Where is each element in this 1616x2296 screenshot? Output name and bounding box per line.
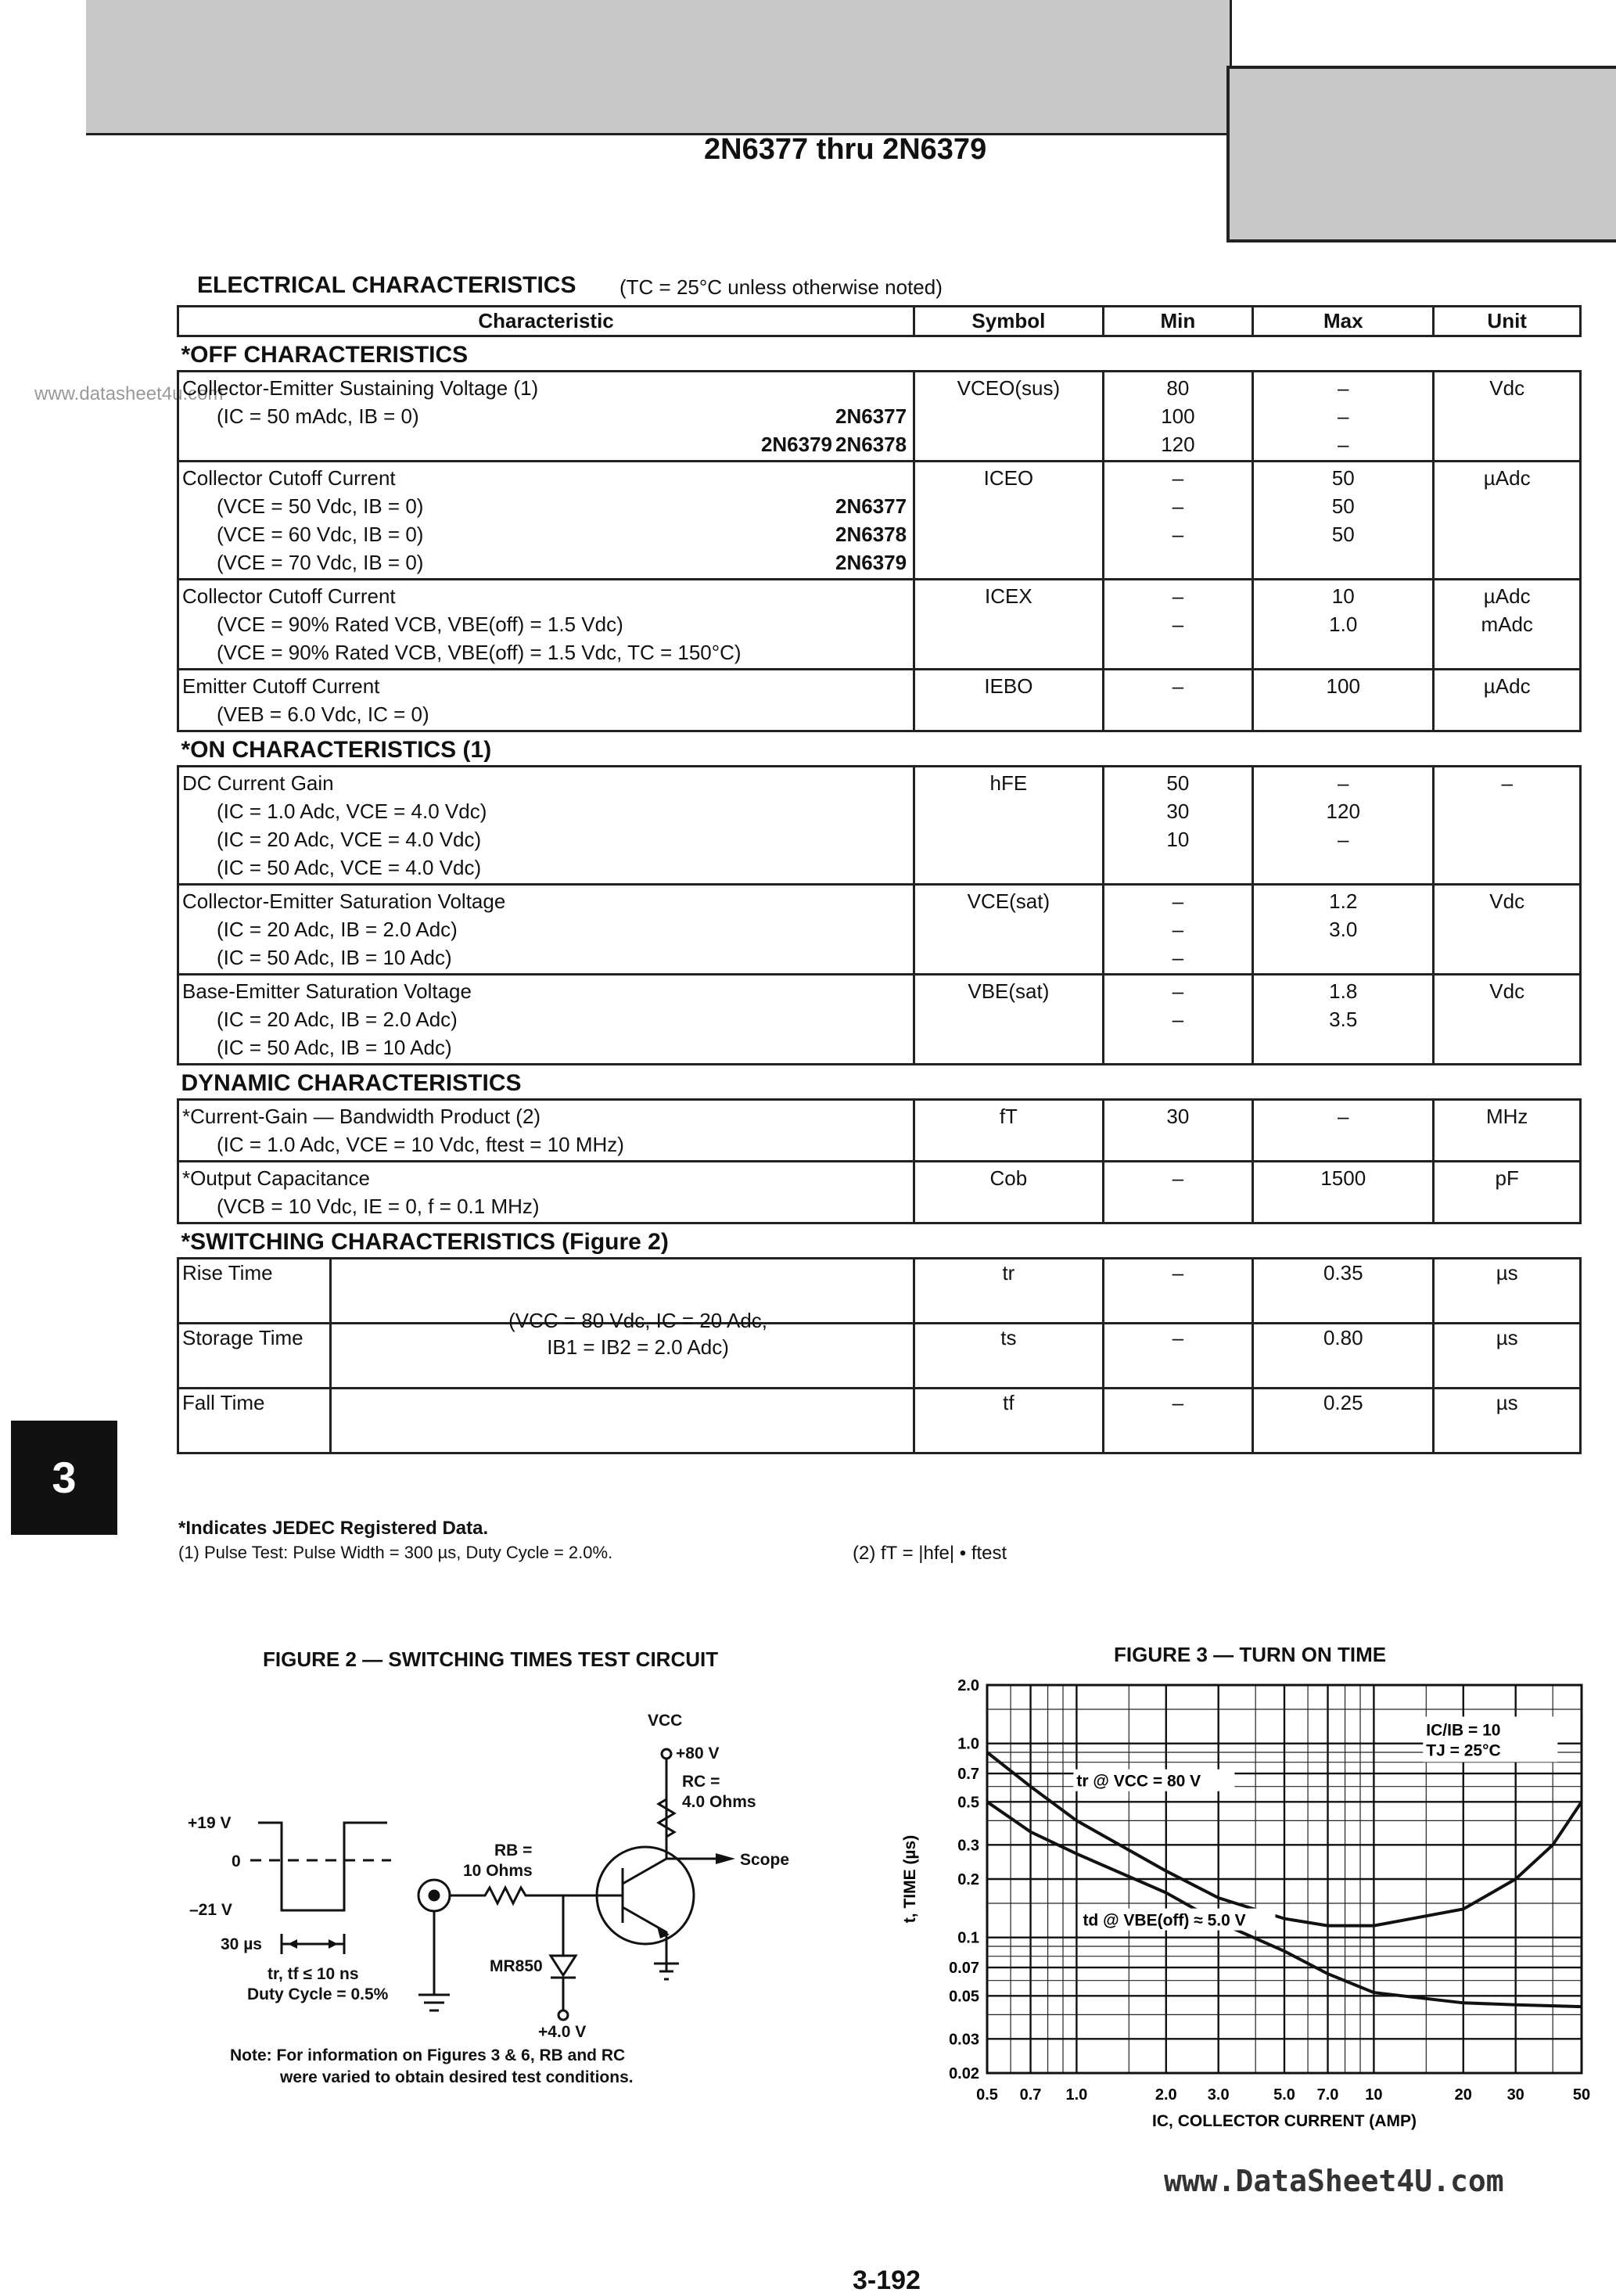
min-cell-value: – (1172, 584, 1184, 608)
table-row (178, 670, 1581, 731)
condition-text: Collector-Emitter Saturation Voltage (182, 889, 506, 913)
min-cell (1103, 580, 1252, 670)
symbol: VCEO(sus) (957, 376, 1061, 400)
symbol-cell (914, 885, 1104, 975)
symbol: ICEO (983, 466, 1034, 490)
y-tick-label: 1.0 (957, 1735, 979, 1753)
min-cell-value: 30 (1166, 1105, 1190, 1128)
section-condition: (TC = 25°C unless otherwise noted) (619, 275, 943, 299)
switching-unit: µs (1434, 1324, 1581, 1389)
unit-cell (1434, 580, 1581, 670)
device-label: 2N6378 (835, 433, 907, 456)
condition-text: DC Current Gain (182, 771, 334, 795)
on-characteristic (178, 885, 914, 975)
dynamic-characteristic (178, 1100, 914, 1162)
table-row (178, 462, 1581, 580)
annotation: TJ = 25°C (1426, 1741, 1501, 1760)
header-min: Min (1103, 307, 1252, 336)
min-cell-value: – (1172, 674, 1184, 698)
label-vcc: VCC (648, 1712, 683, 1730)
max-cell (1253, 885, 1434, 975)
unit-cell (1434, 767, 1581, 885)
min-cell-value: – (1172, 466, 1184, 490)
max-cell-value: 3.0 (1329, 918, 1358, 941)
min-cell (1103, 767, 1252, 885)
min-cell-value: 30 (1166, 799, 1190, 823)
label-v-zero: 0 (232, 1852, 241, 1870)
note-jedec: *Indicates JEDEC Registered Data. (178, 1518, 489, 1539)
group-off (178, 336, 1581, 372)
note-1: (1) Pulse Test: Pulse Width = 300 µs, Duty Cycle = 2.0%. (178, 1543, 613, 1562)
figure2-note-1: Note: For information on Figures 3 & 6, RB and RC (230, 2046, 626, 2064)
table-row (178, 1162, 1581, 1223)
table-row (178, 885, 1581, 975)
unit-cell-value: Vdc (1489, 979, 1525, 1003)
min-cell (1103, 1100, 1252, 1162)
device-label: 2N6377 (835, 404, 907, 428)
label-rise-fall: tr, tf ≤ 10 ns (268, 1965, 359, 1983)
min-cell (1103, 670, 1252, 731)
header-band (86, 0, 1232, 135)
group-switching (178, 1223, 1581, 1259)
max-cell (1253, 975, 1434, 1065)
header-unit: Unit (1434, 307, 1581, 336)
section-title: ELECTRICAL CHARACTERISTICS (197, 272, 576, 298)
min-cell-value: – (1172, 889, 1184, 913)
symbol-cell (914, 372, 1104, 462)
max-cell (1253, 1162, 1434, 1223)
min-cell-value: – (1172, 918, 1184, 941)
off-characteristic (178, 670, 914, 731)
condition-text: (VCE = 70 Vdc, IB = 0) (217, 551, 424, 574)
min-cell-value: 50 (1166, 771, 1190, 795)
max-cell (1253, 580, 1434, 670)
switching-max: 0.80 (1253, 1324, 1434, 1389)
watermark-left: www.datasheet4u.com (34, 383, 224, 404)
off-characteristic (178, 372, 914, 462)
max-cell-value: – (1338, 433, 1349, 456)
min-cell-value: – (1172, 979, 1184, 1003)
label-v-low: –21 V (189, 1901, 232, 1919)
condition-text: (IC = 20 Adc, IB = 2.0 Adc) (217, 1008, 458, 1031)
condition-text: Collector Cutoff Current (182, 466, 396, 490)
header-box (1226, 66, 1616, 243)
min-cell-value: – (1172, 613, 1184, 636)
label-duty: Duty Cycle = 0.5% (247, 1985, 389, 2003)
x-tick-label: 0.7 (1019, 2086, 1042, 2104)
condition-text: (IC = 20 Adc, VCE = 4.0 Vdc) (217, 828, 482, 851)
max-cell (1253, 1100, 1434, 1162)
figure2-circuit (156, 1705, 845, 2097)
symbol-cell (914, 462, 1104, 580)
unit-cell-value: µAdc (1483, 466, 1531, 490)
x-axis-label: IC, COLLECTOR CURRENT (AMP) (1152, 2112, 1417, 2130)
header-characteristic: Characteristic (178, 307, 914, 336)
annotation: IC/IB = 10 (1426, 1721, 1501, 1740)
switching-symbol: tr (914, 1259, 1104, 1324)
figure2-title: FIGURE 2 — SWITCHING TIMES TEST CIRCUIT (263, 1647, 719, 1671)
min-cell (1103, 975, 1252, 1065)
condition-text: *Output Capacitance (182, 1166, 370, 1190)
symbol-cell (914, 767, 1104, 885)
label-rb: RB = (494, 1841, 533, 1859)
min-cell-value: – (1172, 1166, 1184, 1190)
symbol: hFE (989, 771, 1028, 795)
max-cell (1253, 462, 1434, 580)
series-label: td @ VBE(off) ≈ 5.0 V (1083, 1911, 1246, 1930)
input-pulse-waveform (258, 1823, 387, 1910)
max-cell-value: 50 (1331, 523, 1355, 546)
group-switching-label: *SWITCHING CHARACTERISTICS (Figure 2) (178, 1223, 1581, 1259)
label-diode: MR850 (490, 1957, 543, 1975)
table-row (178, 580, 1581, 670)
off-characteristic (178, 580, 914, 670)
switching-unit: µs (1434, 1389, 1581, 1453)
max-cell-value: – (1338, 404, 1349, 428)
symbol: IEBO (984, 674, 1033, 698)
label-v-high: +19 V (188, 1814, 232, 1832)
group-dynamic (178, 1065, 1581, 1100)
condition-text: Base-Emitter Saturation Voltage (182, 979, 472, 1003)
x-tick-label: 5.0 (1273, 2086, 1295, 2104)
header-symbol: Symbol (914, 307, 1104, 336)
unit-cell-value: mAdc (1481, 613, 1533, 636)
y-tick-label: 0.07 (949, 1960, 979, 1978)
min-cell (1103, 462, 1252, 580)
table-row (178, 767, 1581, 885)
note-2: (2) fT = |hfe| • ftest (853, 1543, 1007, 1564)
unit-cell-value: MHz (1485, 1105, 1528, 1128)
unit-cell (1434, 1100, 1581, 1162)
y-tick-label: 0.2 (957, 1871, 979, 1888)
label-rb-val: 10 Ohms (463, 1862, 533, 1880)
x-tick-label: 50 (1572, 2086, 1591, 2104)
series-label: tr @ VCC = 80 V (1076, 1772, 1201, 1791)
symbol: ICEX (985, 584, 1032, 608)
unit-cell-value: Vdc (1489, 376, 1525, 400)
y-tick-label: 0.05 (949, 1988, 979, 2006)
min-cell-value: – (1172, 523, 1184, 546)
section-tab: 3 (11, 1421, 117, 1535)
max-cell-value: – (1338, 771, 1349, 795)
max-cell-value: 50 (1331, 494, 1355, 518)
table-row (178, 975, 1581, 1065)
max-cell (1253, 670, 1434, 731)
condition-text: (IC = 50 Adc, VCE = 4.0 Vdc) (217, 856, 482, 879)
symbol: Cob (989, 1166, 1028, 1190)
y-tick-label: 0.03 (949, 2031, 979, 2049)
dynamic-characteristic (178, 1162, 914, 1223)
condition-text: *Current-Gain — Bandwidth Product (2) (182, 1105, 541, 1128)
unit-cell-value: – (1501, 771, 1513, 795)
emitter-arrow (657, 1927, 670, 1938)
switching-char-cell (178, 1389, 914, 1453)
device-label: 2N6377 (835, 494, 907, 518)
device-label: 2N6379 (835, 551, 907, 574)
table-row (178, 1100, 1581, 1162)
unit-cell (1434, 372, 1581, 462)
y-tick-label: 0.02 (949, 2065, 979, 2082)
max-cell (1253, 372, 1434, 462)
group-off-label: *OFF CHARACTERISTICS (178, 336, 1581, 372)
on-characteristic (178, 767, 914, 885)
min-cell-value: 100 (1161, 404, 1195, 428)
figure3-title: FIGURE 3 — TURN ON TIME (1114, 1643, 1387, 1666)
condition-text: (IC = 1.0 Adc, VCE = 4.0 Vdc) (217, 799, 487, 823)
switching-char-cell (178, 1309, 914, 1389)
label-bias: +4.0 V (538, 2023, 587, 2041)
min-cell-value: 80 (1166, 376, 1190, 400)
figure2-note-2: were varied to obtain desired test conditions. (280, 2068, 634, 2086)
figure3-chart (892, 1666, 1596, 2151)
label-pulse-width: 30 µs (221, 1935, 262, 1953)
switching-min: – (1103, 1324, 1252, 1389)
max-cell-value: 10 (1331, 584, 1355, 608)
condition-text: (VCE = 50 Vdc, IB = 0) (217, 494, 424, 518)
max-cell-value: 120 (1326, 799, 1360, 823)
group-dynamic-label: DYNAMIC CHARACTERISTICS (178, 1065, 1581, 1100)
max-cell (1253, 767, 1434, 885)
switching-max: 0.35 (1253, 1259, 1434, 1324)
header-max: Max (1253, 307, 1434, 336)
condition-text: (IC = 20 Adc, IB = 2.0 Adc) (217, 918, 458, 941)
switching-name: Storage Time (179, 1324, 332, 1387)
label-vcc-val: +80 V (676, 1744, 720, 1762)
min-cell (1103, 1162, 1252, 1223)
condition-text: (IC = 50 Adc, IB = 10 Adc) (217, 1036, 452, 1059)
condition-text: (VCE = 90% Rated VCB, VBE(off) = 1.5 Vdc) (217, 613, 623, 636)
device-label: 2N6379 (760, 433, 833, 456)
min-cell-value: – (1172, 494, 1184, 518)
symbol-cell (914, 1100, 1104, 1162)
unit-cell (1434, 1162, 1581, 1223)
device-label: 2N6378 (835, 523, 907, 546)
electrical-table (177, 305, 1582, 1454)
unit-cell (1434, 975, 1581, 1065)
y-axis-label: t, TIME (µs) (901, 1834, 919, 1924)
off-characteristic (178, 462, 914, 580)
x-tick-label: 1.0 (1065, 2086, 1088, 2104)
y-tick-label: 0.5 (957, 1794, 979, 1812)
switching-min: – (1103, 1259, 1252, 1324)
unit-cell (1434, 462, 1581, 580)
switching-condition: (VCC = 80 Vdc, IC = 20 Adc, (508, 1309, 768, 1332)
condition-text: Emitter Cutoff Current (182, 674, 380, 698)
x-tick-label: 0.5 (976, 2086, 998, 2104)
table-row (178, 372, 1581, 462)
switching-name: Fall Time (179, 1389, 332, 1452)
y-tick-label: 0.7 (957, 1766, 979, 1784)
x-tick-label: 7.0 (1316, 2086, 1339, 2104)
on-characteristic (178, 975, 914, 1065)
group-on (178, 731, 1581, 767)
max-cell-value: – (1338, 1105, 1349, 1128)
min-cell (1103, 885, 1252, 975)
table-header (178, 307, 1581, 336)
min-cell (1103, 372, 1252, 462)
condition-text: (VCB = 10 Vdc, IE = 0, f = 0.1 MHz) (217, 1195, 540, 1218)
switching-row (178, 1389, 1581, 1453)
x-tick-label: 20 (1454, 2086, 1472, 2104)
part-title: 2N6377 thru 2N6379 (704, 133, 987, 166)
x-tick-label: 3.0 (1207, 2086, 1230, 2104)
symbol: fT (999, 1105, 1018, 1128)
unit-cell-value: pF (1495, 1166, 1519, 1190)
unit-cell-value: µAdc (1483, 584, 1531, 608)
label-rc-val: 4.0 Ohms (682, 1793, 756, 1811)
y-tick-label: 0.1 (957, 1929, 979, 1947)
symbol: VBE(sat) (968, 979, 1050, 1003)
unit-cell (1434, 670, 1581, 731)
y-tick-label: 2.0 (957, 1677, 979, 1694)
condition-text: (VEB = 6.0 Vdc, IC = 0) (217, 702, 429, 726)
condition-text: (VCE = 90% Rated VCB, VBE(off) = 1.5 Vdc, TC = 150°C) (217, 641, 742, 664)
condition-text: (IC = 50 Adc, IB = 10 Adc) (217, 946, 452, 969)
max-cell-value: 3.5 (1329, 1008, 1358, 1031)
unit-cell (1434, 885, 1581, 975)
min-cell-value: – (1172, 1008, 1184, 1031)
x-tick-label: 30 (1506, 2086, 1524, 2104)
min-cell-value: – (1172, 946, 1184, 969)
switching-symbol: ts (914, 1324, 1104, 1389)
condition-text: (VCE = 60 Vdc, IB = 0) (217, 523, 424, 546)
label-rc: RC = (682, 1773, 720, 1791)
unit-cell-value: Vdc (1489, 889, 1525, 913)
condition-text: (IC = 50 mAdc, IB = 0) (217, 404, 419, 428)
max-cell-value: 1500 (1320, 1166, 1366, 1190)
unit-cell-value: µAdc (1483, 674, 1531, 698)
switching-symbol: tf (914, 1389, 1104, 1453)
page-number: 3-192 (853, 2265, 921, 2295)
symbol-cell (914, 975, 1104, 1065)
symbol-cell (914, 670, 1104, 731)
max-cell-value: 50 (1331, 466, 1355, 490)
min-cell-value: 10 (1166, 828, 1190, 851)
symbol-cell (914, 580, 1104, 670)
scope-arrow (716, 1853, 735, 1864)
min-cell-value: 120 (1161, 433, 1195, 456)
symbol: VCE(sat) (967, 889, 1050, 913)
max-cell-value: 1.8 (1329, 979, 1358, 1003)
switching-condition: IB1 = IB2 = 2.0 Adc) (547, 1335, 729, 1359)
label-scope: Scope (740, 1851, 790, 1869)
y-tick-label: 0.3 (957, 1837, 979, 1855)
max-cell-value: – (1338, 828, 1349, 851)
switching-min: – (1103, 1389, 1252, 1453)
switching-unit: µs (1434, 1259, 1581, 1324)
max-cell-value: 100 (1326, 674, 1360, 698)
x-tick-label: 2.0 (1155, 2086, 1177, 2104)
switching-max: 0.25 (1253, 1389, 1434, 1453)
switching-name: Rise Time (179, 1259, 332, 1322)
max-cell-value: 1.0 (1329, 613, 1358, 636)
x-tick-label: 10 (1365, 2086, 1383, 2104)
footer-site: www.DataSheet4U.com (1164, 2164, 1504, 2198)
condition-text: Collector Cutoff Current (182, 584, 396, 608)
symbol-cell (914, 1162, 1104, 1223)
condition-text: (IC = 1.0 Adc, VCE = 10 Vdc, ftest = 10 MHz) (217, 1133, 624, 1156)
condition-text: Collector-Emitter Sustaining Voltage (1) (182, 376, 539, 400)
max-cell-value: 1.2 (1329, 889, 1358, 913)
group-on-label: *ON CHARACTERISTICS (1) (178, 731, 1581, 767)
switching-row (178, 1324, 1581, 1389)
max-cell-value: – (1338, 376, 1349, 400)
